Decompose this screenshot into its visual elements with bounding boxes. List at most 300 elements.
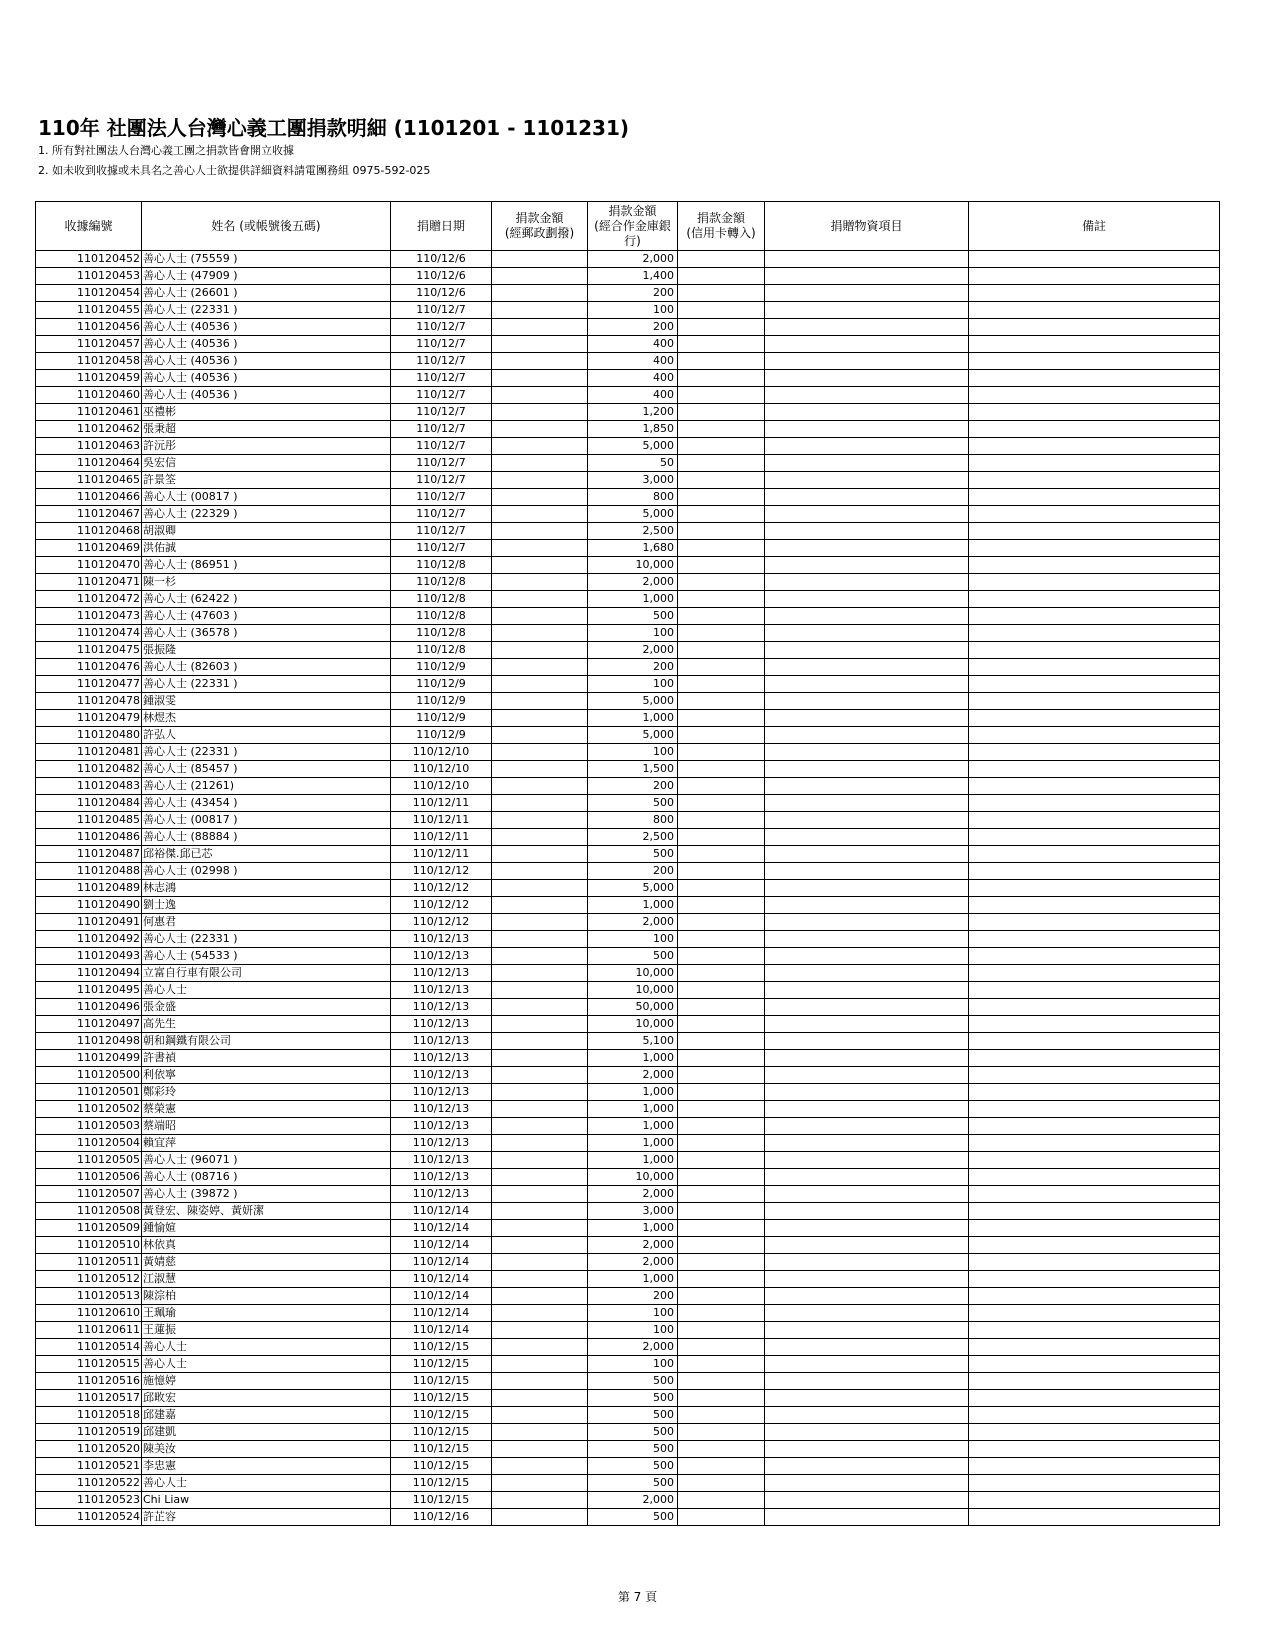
cell-amount-card xyxy=(678,948,765,965)
cell-amount-bank: 10,000 xyxy=(588,965,678,982)
cell-amount-post xyxy=(492,1203,588,1220)
cell-items xyxy=(765,1152,969,1169)
cell-amount-bank: 50 xyxy=(588,455,678,472)
cell-remarks xyxy=(969,693,1220,710)
cell-name: 立富自行車有限公司 xyxy=(142,965,391,982)
cell-receipt-no: 110120486 xyxy=(36,829,142,846)
cell-remarks xyxy=(969,1441,1220,1458)
cell-amount-card xyxy=(678,659,765,676)
cell-items xyxy=(765,693,969,710)
table-row xyxy=(36,982,1220,999)
cell-items xyxy=(765,795,969,812)
cell-items xyxy=(765,1424,969,1441)
cell-amount-post xyxy=(492,421,588,438)
cell-amount-bank: 500 xyxy=(588,1475,678,1492)
cell-amount-bank: 400 xyxy=(588,387,678,404)
cell-remarks xyxy=(969,591,1220,608)
cell-amount-post xyxy=(492,812,588,829)
cell-items xyxy=(765,727,969,744)
cell-items xyxy=(765,642,969,659)
cell-amount-bank: 500 xyxy=(588,948,678,965)
cell-amount-card xyxy=(678,1237,765,1254)
table-row xyxy=(36,319,1220,336)
cell-amount-post xyxy=(492,880,588,897)
cell-receipt-no: 110120520 xyxy=(36,1441,142,1458)
cell-amount-bank: 1,000 xyxy=(588,1220,678,1237)
cell-items xyxy=(765,1067,969,1084)
cell-amount-post xyxy=(492,1152,588,1169)
cell-date: 110/12/7 xyxy=(391,404,492,421)
cell-amount-post xyxy=(492,523,588,540)
cell-items xyxy=(765,472,969,489)
cell-receipt-no: 110120455 xyxy=(36,302,142,319)
cell-amount-bank: 2,000 xyxy=(588,1186,678,1203)
table-row xyxy=(36,1186,1220,1203)
cell-amount-card xyxy=(678,1475,765,1492)
cell-receipt-no: 110120473 xyxy=(36,608,142,625)
cell-name: 善心人士 (40536 ) xyxy=(142,319,391,336)
table-row xyxy=(36,1475,1220,1492)
cell-remarks xyxy=(969,846,1220,863)
cell-date: 110/12/11 xyxy=(391,795,492,812)
table-row xyxy=(36,353,1220,370)
cell-remarks xyxy=(969,778,1220,795)
table-row xyxy=(36,948,1220,965)
cell-receipt-no: 110120516 xyxy=(36,1373,142,1390)
cell-receipt-no: 110120453 xyxy=(36,268,142,285)
table-row xyxy=(36,1390,1220,1407)
cell-amount-bank: 100 xyxy=(588,302,678,319)
cell-name: 善心人士 (36578 ) xyxy=(142,625,391,642)
cell-remarks xyxy=(969,302,1220,319)
cell-remarks xyxy=(969,1203,1220,1220)
cell-receipt-no: 110120491 xyxy=(36,914,142,931)
cell-amount-post xyxy=(492,489,588,506)
table-row xyxy=(36,1050,1220,1067)
cell-remarks xyxy=(969,1407,1220,1424)
cell-items xyxy=(765,676,969,693)
cell-receipt-no: 110120507 xyxy=(36,1186,142,1203)
cell-receipt-no: 110120487 xyxy=(36,846,142,863)
table-row xyxy=(36,897,1220,914)
cell-date: 110/12/7 xyxy=(391,421,492,438)
cell-amount-post xyxy=(492,1322,588,1339)
cell-remarks xyxy=(969,982,1220,999)
cell-receipt-no: 110120523 xyxy=(36,1492,142,1509)
cell-remarks xyxy=(969,319,1220,336)
cell-amount-bank: 1,000 xyxy=(588,591,678,608)
cell-items xyxy=(765,846,969,863)
cell-amount-post xyxy=(492,336,588,353)
cell-remarks xyxy=(969,897,1220,914)
cell-amount-card xyxy=(678,608,765,625)
cell-name: 善心人士 xyxy=(142,1356,391,1373)
cell-date: 110/12/7 xyxy=(391,353,492,370)
cell-remarks xyxy=(969,455,1220,472)
cell-receipt-no: 110120483 xyxy=(36,778,142,795)
cell-items xyxy=(765,1441,969,1458)
cell-amount-card xyxy=(678,353,765,370)
cell-items xyxy=(765,829,969,846)
cell-amount-bank: 500 xyxy=(588,608,678,625)
cell-amount-bank: 100 xyxy=(588,1322,678,1339)
cell-name: 善心人士 (96071 ) xyxy=(142,1152,391,1169)
cell-amount-post xyxy=(492,506,588,523)
cell-items xyxy=(765,557,969,574)
cell-amount-card xyxy=(678,625,765,642)
cell-remarks xyxy=(969,1118,1220,1135)
cell-amount-bank: 2,000 xyxy=(588,574,678,591)
cell-items xyxy=(765,1288,969,1305)
header-remarks: 備註 xyxy=(969,202,1220,251)
table-row xyxy=(36,489,1220,506)
cell-name: 善心人士 (40536 ) xyxy=(142,387,391,404)
cell-date: 110/12/14 xyxy=(391,1220,492,1237)
table-row xyxy=(36,591,1220,608)
cell-date: 110/12/13 xyxy=(391,931,492,948)
cell-date: 110/12/7 xyxy=(391,319,492,336)
cell-amount-bank: 50,000 xyxy=(588,999,678,1016)
cell-amount-post xyxy=(492,404,588,421)
cell-name: 善心人士 (47909 ) xyxy=(142,268,391,285)
cell-remarks xyxy=(969,931,1220,948)
cell-name: 善心人士 (39872 ) xyxy=(142,1186,391,1203)
cell-receipt-no: 110120513 xyxy=(36,1288,142,1305)
cell-amount-card xyxy=(678,1407,765,1424)
cell-amount-card xyxy=(678,1424,765,1441)
cell-amount-bank: 500 xyxy=(588,1373,678,1390)
cell-amount-post xyxy=(492,1424,588,1441)
cell-amount-post xyxy=(492,353,588,370)
table-row xyxy=(36,1492,1220,1509)
cell-remarks xyxy=(969,1084,1220,1101)
cell-receipt-no: 110120477 xyxy=(36,676,142,693)
cell-remarks xyxy=(969,914,1220,931)
cell-amount-post xyxy=(492,982,588,999)
cell-receipt-no: 110120517 xyxy=(36,1390,142,1407)
cell-receipt-no: 110120452 xyxy=(36,251,142,268)
table-row xyxy=(36,642,1220,659)
cell-name: 林煜杰 xyxy=(142,710,391,727)
cell-receipt-no: 110120454 xyxy=(36,285,142,302)
cell-amount-post xyxy=(492,1169,588,1186)
cell-receipt-no: 110120506 xyxy=(36,1169,142,1186)
cell-remarks xyxy=(969,642,1220,659)
cell-name: 何惠君 xyxy=(142,914,391,931)
table-row xyxy=(36,965,1220,982)
table-row xyxy=(36,1305,1220,1322)
cell-remarks xyxy=(969,1067,1220,1084)
cell-items xyxy=(765,1186,969,1203)
cell-amount-card xyxy=(678,880,765,897)
cell-date: 110/12/7 xyxy=(391,489,492,506)
cell-remarks xyxy=(969,1152,1220,1169)
cell-name: 善心人士 (00817 ) xyxy=(142,489,391,506)
cell-remarks xyxy=(969,1390,1220,1407)
table-row xyxy=(36,863,1220,880)
cell-amount-card xyxy=(678,438,765,455)
table-row xyxy=(36,676,1220,693)
cell-remarks xyxy=(969,387,1220,404)
cell-amount-post xyxy=(492,268,588,285)
cell-amount-card xyxy=(678,268,765,285)
cell-receipt-no: 110120504 xyxy=(36,1135,142,1152)
cell-amount-post xyxy=(492,914,588,931)
cell-amount-bank: 1,850 xyxy=(588,421,678,438)
cell-receipt-no: 110120496 xyxy=(36,999,142,1016)
cell-amount-bank: 500 xyxy=(588,1441,678,1458)
table-row xyxy=(36,1373,1220,1390)
cell-date: 110/12/7 xyxy=(391,540,492,557)
cell-date: 110/12/7 xyxy=(391,302,492,319)
cell-amount-card xyxy=(678,1050,765,1067)
cell-items xyxy=(765,404,969,421)
cell-remarks xyxy=(969,676,1220,693)
cell-name: 張金盛 xyxy=(142,999,391,1016)
note-contact: 2. 如未收到收據或未具名之善心人士欲提供詳細資料請電團務組 0975-592-025 xyxy=(38,164,431,177)
cell-amount-post xyxy=(492,1305,588,1322)
cell-name: 善心人士 (08716 ) xyxy=(142,1169,391,1186)
cell-name: 許書禎 xyxy=(142,1050,391,1067)
table-row xyxy=(36,251,1220,268)
cell-amount-bank: 1,200 xyxy=(588,404,678,421)
cell-items xyxy=(765,1033,969,1050)
cell-amount-post xyxy=(492,1339,588,1356)
table-row xyxy=(36,1220,1220,1237)
cell-date: 110/12/10 xyxy=(391,744,492,761)
cell-receipt-no: 110120509 xyxy=(36,1220,142,1237)
cell-amount-bank: 500 xyxy=(588,795,678,812)
cell-amount-post xyxy=(492,1118,588,1135)
cell-date: 110/12/14 xyxy=(391,1305,492,1322)
cell-items xyxy=(765,574,969,591)
cell-remarks xyxy=(969,1101,1220,1118)
cell-amount-post xyxy=(492,761,588,778)
cell-items xyxy=(765,336,969,353)
table-row xyxy=(36,336,1220,353)
cell-items xyxy=(765,1339,969,1356)
cell-items xyxy=(765,251,969,268)
header-date: 捐贈日期 xyxy=(391,202,492,251)
table-row xyxy=(36,1203,1220,1220)
table-row xyxy=(36,795,1220,812)
cell-items xyxy=(765,523,969,540)
cell-name: 善心人士 (40536 ) xyxy=(142,353,391,370)
cell-items xyxy=(765,1254,969,1271)
cell-amount-card xyxy=(678,1441,765,1458)
cell-receipt-no: 110120510 xyxy=(36,1237,142,1254)
cell-receipt-no: 110120508 xyxy=(36,1203,142,1220)
cell-amount-card xyxy=(678,846,765,863)
cell-amount-post xyxy=(492,1220,588,1237)
cell-amount-card xyxy=(678,897,765,914)
cell-receipt-no: 110120478 xyxy=(36,693,142,710)
cell-amount-card xyxy=(678,285,765,302)
cell-amount-bank: 10,000 xyxy=(588,1169,678,1186)
table-row xyxy=(36,761,1220,778)
cell-amount-post xyxy=(492,540,588,557)
cell-receipt-no: 110120484 xyxy=(36,795,142,812)
cell-name: 善心人士 (54533 ) xyxy=(142,948,391,965)
cell-amount-card xyxy=(678,506,765,523)
cell-date: 110/12/14 xyxy=(391,1254,492,1271)
cell-amount-bank: 1,400 xyxy=(588,268,678,285)
cell-receipt-no: 110120468 xyxy=(36,523,142,540)
table-row xyxy=(36,1322,1220,1339)
cell-name: 鄭彩玲 xyxy=(142,1084,391,1101)
cell-items xyxy=(765,1356,969,1373)
table-row xyxy=(36,421,1220,438)
cell-remarks xyxy=(969,795,1220,812)
cell-amount-bank: 3,000 xyxy=(588,472,678,489)
cell-amount-bank: 200 xyxy=(588,285,678,302)
cell-receipt-no: 110120465 xyxy=(36,472,142,489)
cell-date: 110/12/15 xyxy=(391,1475,492,1492)
cell-name: 胡淑卿 xyxy=(142,523,391,540)
cell-items xyxy=(765,353,969,370)
cell-amount-post xyxy=(492,591,588,608)
cell-remarks xyxy=(969,1339,1220,1356)
cell-items xyxy=(765,1475,969,1492)
table-body xyxy=(36,251,1220,1526)
cell-name: 善心人士 (40536 ) xyxy=(142,370,391,387)
cell-amount-post xyxy=(492,1509,588,1526)
table-row xyxy=(36,931,1220,948)
cell-amount-post xyxy=(492,1101,588,1118)
cell-amount-bank: 5,100 xyxy=(588,1033,678,1050)
cell-items xyxy=(765,1458,969,1475)
cell-remarks xyxy=(969,1475,1220,1492)
cell-name: 善心人士 xyxy=(142,982,391,999)
cell-amount-post xyxy=(492,1067,588,1084)
cell-date: 110/12/13 xyxy=(391,965,492,982)
cell-name: 林志鴻 xyxy=(142,880,391,897)
cell-amount-post xyxy=(492,744,588,761)
cell-name: 善心人士 (75559 ) xyxy=(142,251,391,268)
cell-remarks xyxy=(969,829,1220,846)
cell-receipt-no: 110120471 xyxy=(36,574,142,591)
cell-amount-bank: 200 xyxy=(588,319,678,336)
cell-amount-bank: 500 xyxy=(588,1407,678,1424)
cell-amount-post xyxy=(492,659,588,676)
cell-name: 善心人士 (22331 ) xyxy=(142,302,391,319)
cell-name: 善心人士 (62422 ) xyxy=(142,591,391,608)
cell-items xyxy=(765,387,969,404)
cell-date: 110/12/13 xyxy=(391,1016,492,1033)
table-row xyxy=(36,778,1220,795)
table-row xyxy=(36,1135,1220,1152)
table-row xyxy=(36,404,1220,421)
cell-name: 施憶婷 xyxy=(142,1373,391,1390)
cell-date: 110/12/10 xyxy=(391,761,492,778)
cell-name: 林依真 xyxy=(142,1237,391,1254)
cell-amount-card xyxy=(678,829,765,846)
header-receipt-no: 收據編號 xyxy=(36,202,142,251)
cell-amount-post xyxy=(492,1186,588,1203)
cell-amount-post xyxy=(492,1050,588,1067)
cell-remarks xyxy=(969,727,1220,744)
cell-date: 110/12/14 xyxy=(391,1203,492,1220)
cell-amount-bank: 100 xyxy=(588,1305,678,1322)
cell-date: 110/12/13 xyxy=(391,1169,492,1186)
cell-amount-post xyxy=(492,1288,588,1305)
cell-remarks xyxy=(969,1135,1220,1152)
cell-name: Chi Liaw xyxy=(142,1492,391,1509)
cell-amount-bank: 10,000 xyxy=(588,982,678,999)
cell-amount-card xyxy=(678,1016,765,1033)
cell-receipt-no: 110120518 xyxy=(36,1407,142,1424)
cell-name: 陳一杉 xyxy=(142,574,391,591)
cell-name: 黃婧慈 xyxy=(142,1254,391,1271)
cell-remarks xyxy=(969,557,1220,574)
table-header-row xyxy=(36,202,1220,251)
cell-amount-card xyxy=(678,1152,765,1169)
cell-amount-card xyxy=(678,1390,765,1407)
header-amount-card: 捐款金額 (信用卡轉入) xyxy=(678,202,765,251)
cell-date: 110/12/13 xyxy=(391,999,492,1016)
cell-name: 黃登宏、陳姿婷、黃妍潔 xyxy=(142,1203,391,1220)
cell-amount-card xyxy=(678,489,765,506)
cell-remarks xyxy=(969,353,1220,370)
cell-name: 邱建嘉 xyxy=(142,1407,391,1424)
cell-date: 110/12/15 xyxy=(391,1407,492,1424)
cell-remarks xyxy=(969,710,1220,727)
cell-name: 張秉超 xyxy=(142,421,391,438)
table-row xyxy=(36,608,1220,625)
cell-name: 許沅彤 xyxy=(142,438,391,455)
cell-receipt-no: 110120459 xyxy=(36,370,142,387)
cell-amount-post xyxy=(492,1458,588,1475)
cell-amount-card xyxy=(678,1067,765,1084)
cell-remarks xyxy=(969,1237,1220,1254)
cell-remarks xyxy=(969,948,1220,965)
cell-date: 110/12/7 xyxy=(391,387,492,404)
cell-amount-post xyxy=(492,846,588,863)
cell-date: 110/12/13 xyxy=(391,1118,492,1135)
cell-date: 110/12/13 xyxy=(391,1050,492,1067)
table-row xyxy=(36,285,1220,302)
table-row xyxy=(36,1458,1220,1475)
table-row xyxy=(36,1237,1220,1254)
cell-amount-post xyxy=(492,1492,588,1509)
cell-items xyxy=(765,710,969,727)
cell-date: 110/12/13 xyxy=(391,1033,492,1050)
cell-items xyxy=(765,1237,969,1254)
cell-date: 110/12/15 xyxy=(391,1492,492,1509)
cell-amount-card xyxy=(678,1288,765,1305)
cell-items xyxy=(765,897,969,914)
cell-items xyxy=(765,1169,969,1186)
table-row xyxy=(36,625,1220,642)
cell-amount-card xyxy=(678,387,765,404)
cell-name: 利依寧 xyxy=(142,1067,391,1084)
cell-items xyxy=(765,744,969,761)
cell-remarks xyxy=(969,268,1220,285)
cell-remarks xyxy=(969,1356,1220,1373)
cell-receipt-no: 110120466 xyxy=(36,489,142,506)
cell-amount-card xyxy=(678,965,765,982)
cell-items xyxy=(765,761,969,778)
table-row xyxy=(36,914,1220,931)
cell-remarks xyxy=(969,1322,1220,1339)
cell-amount-post xyxy=(492,251,588,268)
cell-remarks xyxy=(969,1271,1220,1288)
cell-date: 110/12/13 xyxy=(391,1084,492,1101)
cell-date: 110/12/7 xyxy=(391,523,492,540)
table-row xyxy=(36,1254,1220,1271)
cell-receipt-no: 110120480 xyxy=(36,727,142,744)
cell-items xyxy=(765,659,969,676)
